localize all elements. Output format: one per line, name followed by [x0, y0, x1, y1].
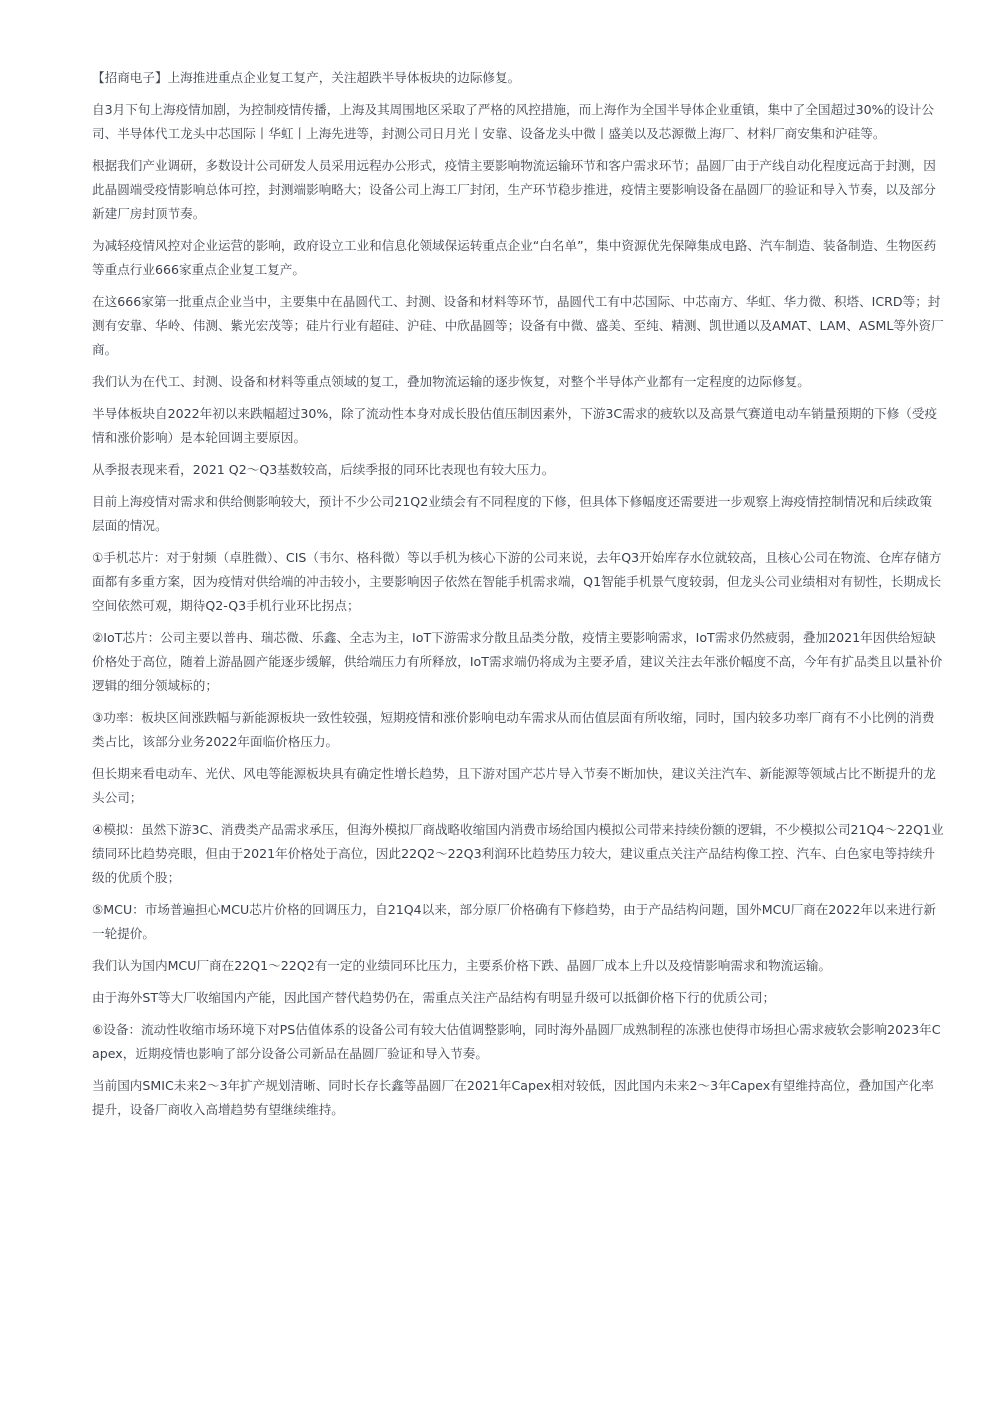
paragraph-industry-research: 根据我们产业调研，多数设计公司研发人员采用远程办公形式，疫情主要影响物流运输环节和客户需求环节；晶圆厂由于产线自动化程度远高于封测，因此晶圆端受疫情影响总体可控，封测端影响略大；设备公司上海工厂封闭，生产环节稳步推进，疫情主要影响设备在晶圆厂的验证和导入节奏，以及部分新建厂房封顶节奏。 [92, 158, 936, 221]
paragraph-marginal-recovery: 我们认为在代工、封测、设备和材料等重点领域的复工，叠加物流运输的逐步恢复，对整个半导体产业都有一定程度的边际修复。 [92, 374, 810, 389]
paragraph-quarterly: 从季报表现来看，2021 Q2～Q3基数较高，后续季报的同环比表现也有较大压力。 [92, 462, 555, 477]
paragraph-mcu: ⑤MCU：市场普遍担心MCU芯片价格的回调压力，自21Q4以来，部分原厂价格确有下修趋势，由于产品结构问题，国外MCU厂商在2022年以来进行新一轮提价。 [92, 902, 936, 941]
paragraph-first-batch: 在这666家第一批重点企业当中，主要集中在晶圆代工、封测、设备和材料等环节，晶圆代工有中芯国际、中芯南方、华虹、华力微、积塔、ICRD等；封测有安靠、华岭、伟测、紫光宏茂等；硅片行业有超硅、沪硅、中欣晶圆等；设备有中微、盛美、至纯、精测、凯世通以及AMAT、LAM、ASML等外资厂商。 [92, 294, 944, 357]
paragraph-equipment: ⑥设备：流动性收缩市场环境下对PS估值体系的设备公司有较大估值调整影响，同时海外晶圆厂成熟制程的冻涨也使得市场担心需求疲软会影响2023年Capex，近期疫情也影响了部分设备公司新品在晶圆厂验证和导入节奏。 [92, 1022, 941, 1061]
paragraph-whitelist: 为减轻疫情风控对企业运营的影响，政府设立工业和信息化领域保运转重点企业“白名单”，集中资源优先保障集成电路、汽车制造、装备制造、生物医药等重点行业666家重点企业复工复产。 [92, 238, 937, 277]
paragraph-shanghai-epidemic: 自3月下旬上海疫情加剧，为控制疫情传播，上海及其周围地区采取了严格的风控措施，而上海作为全国半导体企业重镇，集中了全国超过30%的设计公司、半导体代工龙头中芯国际丨华虹丨上海先进等，封测公司日月光丨安靠、设备龙头中微丨盛美以及芯源微上海厂、材料厂商安集和沪硅等。 [92, 102, 935, 141]
paragraph-sector-decline: 半导体板块自2022年初以来跌幅超过30%，除了流动性本身对成长股估值压制因素外，下游3C需求的疲软以及高景气赛道电动车销量预期的下修（受疫情和涨价影响）是本轮回调主要原因。 [92, 406, 938, 445]
paragraph-domestic-mcu: 我们认为国内MCU厂商在22Q1～22Q2有一定的业绩同环比压力，主要系价格下跌、晶圆厂成本上升以及疫情影响需求和物流运输。 [92, 958, 832, 973]
paragraph-power: ③功率：板块区间涨跌幅与新能源板块一致性较强，短期疫情和涨价影响电动车需求从而估值层面有所收缩，同时，国内较多功率厂商有不小比例的消费类占比，该部分业务2022年面临价格压力。 [92, 710, 935, 749]
paragraph-mobile-chips: ①手机芯片：对于射频（卓胜微）、CIS（韦尔、格科微）等以手机为核心下游的公司来说，去年Q3开始库存水位就较高，且核心公司在物流、仓库存储方面都有多重方案，因为疫情对供给端的冲击较小，主要影响因子依然在智能手机需求端，Q1智能手机景气度较弱，但龙头公司业绩相对有韧性，长期成长空间依然可观，期待Q2-Q3手机行业环比拐点； [92, 550, 942, 613]
paragraph-analog: ④模拟：虽然下游3C、消费类产品需求承压，但海外模拟厂商战略收缩国内消费市场给国内模拟公司带来持续份额的逻辑，不少模拟公司21Q4～22Q1业绩同环比趋势亮眼，但由于2021年价格处于高位，因此22Q2～22Q3利润环比趋势压力较大，建议重点关注产品结构像工控、汽车、白色家电等持续升级的优质个股； [92, 822, 944, 885]
paragraph-long-term: 但长期来看电动车、光伏、风电等能源板块具有确定性增长趋势，且下游对国产芯片导入节奏不断加快，建议关注汽车、新能源等领域占比不断提升的龙头公司； [92, 766, 936, 805]
paragraph-demand-supply: 目前上海疫情对需求和供给侧影响较大，预计不少公司21Q2业绩会有不同程度的下修，但具体下修幅度还需要进一步观察上海疫情控制情况和后续政策层面的情况。 [92, 494, 932, 533]
paragraph-capex: 当前国内SMIC未来2～3年扩产规划清晰、同时长存长鑫等晶圆厂在2021年Capex相对较低，因此国内未来2～3年Capex有望维持高位，叠加国产化率提升，设备厂商收入高增趋势有望继续维持。 [92, 1078, 934, 1117]
paragraph-substitution: 由于海外ST等大厂收缩国内产能，因此国产替代趋势仍在，需重点关注产品结构有明显升级可以抵御价格下行的优质公司； [92, 990, 776, 1005]
headline: 【招商电子】上海推进重点企业复工复产，关注超跌半导体板块的边际修复。 [92, 70, 521, 85]
document-body [92, 66, 944, 1130]
paragraph-iot-chips: ②IoT芯片：公司主要以普冉、瑞芯微、乐鑫、全志为主，IoT下游需求分散且品类分散，疫情主要影响需求，IoT需求仍然疲弱，叠加2021年因供给短缺价格处于高位，随着上游晶圆产能逐步缓解，供给端压力有所释放，IoT需求端仍将成为主要矛盾，建议关注去年涨价幅度不高，今年有扩品类且以量补价逻辑的细分领域标的； [92, 630, 943, 693]
